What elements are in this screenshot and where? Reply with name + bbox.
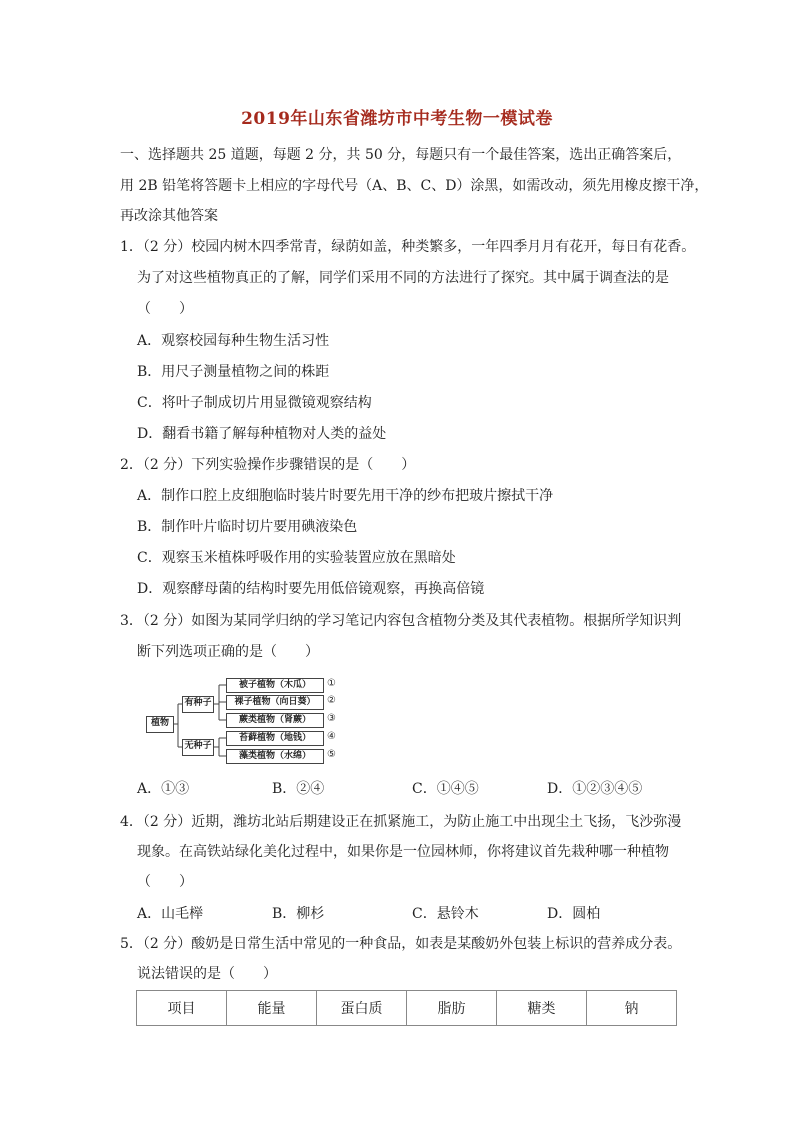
section-instructions-line-1: 一、选择题共 25 道题，每题 2 分，共 50 分，每题只有一个最佳答案，选出正确答案后， — [120, 147, 682, 163]
diagram-seed-plants: 有种子 — [182, 696, 214, 713]
q2-option-c: C．观察玉米植株呼吸作用的实验装置应放在黑暗处 — [137, 550, 456, 566]
diagram-seedless-plants: 无种子 — [182, 739, 214, 756]
q1-option-d: D．翻看书籍了解每种植物对人类的益处 — [137, 426, 387, 442]
diagram-item-moss: 苔藓植物（地钱） — [226, 731, 324, 746]
q3-option-d: D．①②③④⑤ — [547, 781, 643, 797]
q1-option-b: B．用尺子测量植物之间的株距 — [137, 364, 330, 380]
diagram-item-angiosperm: 被子植物（木瓜） — [226, 678, 324, 693]
diagram-num-1: ① — [327, 678, 336, 689]
q5-stem-line-2: 说法错误的是（ ） — [137, 966, 277, 982]
section-instructions-line-3: 再改涂其他答案 — [120, 208, 218, 224]
q4-option-c: C．悬铃木 — [412, 906, 479, 922]
plant-classification-diagram — [143, 674, 358, 772]
q1-stem-line-3: （ ） — [137, 301, 193, 317]
q1-option-a: A．观察校园每种生物生活习性 — [137, 333, 330, 349]
table-header-cell: 糖类 — [497, 991, 587, 1026]
diagram-num-3: ③ — [327, 713, 336, 724]
diagram-num-2: ② — [327, 695, 336, 706]
q3-option-a: A．①③ — [137, 781, 190, 797]
table-header-cell: 能量 — [227, 991, 317, 1026]
q4-stem-line-2: 现象。在高铁站绿化美化过程中，如果你是一位园林师，你将建议首先栽种哪一种植物 — [137, 844, 669, 860]
diagram-num-5: ⑤ — [327, 749, 336, 760]
table-header-cell: 项目 — [137, 991, 227, 1026]
q4-option-a: A．山毛榉 — [137, 906, 204, 922]
table-header-cell: 蛋白质 — [317, 991, 407, 1026]
diagram-item-gymnosperm: 裸子植物（向日葵） — [226, 695, 324, 710]
q2-option-a: A．制作口腔上皮细胞临时装片时要先用干净的纱布把玻片擦拭干净 — [137, 488, 554, 504]
q2-stem: 2．（2 分）下列实验操作步骤错误的是（ ） — [120, 457, 416, 473]
diagram-root-plants: 植物 — [146, 716, 174, 733]
diagram-num-4: ④ — [327, 731, 336, 742]
diagram-item-algae: 藻类植物（水绵） — [226, 749, 324, 764]
q1-stem-line-2: 为了对这些植物真正的了解，同学们采用不同的方法进行了探究。其中属于调查法的是 — [137, 270, 669, 286]
q1-stem-line-1: 1．（2 分）校园内树木四季常青，绿荫如盖，种类繁多，一年四季月月有花开，每日有花香。 — [120, 239, 696, 255]
q3-option-c: C．①④⑤ — [412, 781, 479, 797]
q2-option-b: B．制作叶片临时切片要用碘液染色 — [137, 519, 358, 535]
table-header-cell: 钠 — [587, 991, 677, 1026]
q4-stem-line-3: （ ） — [137, 874, 193, 890]
section-instructions-line-2: 用 2B 铅笔将答题卡上相应的字母代号（A、B、C、D）涂黑，如需改动，须先用橡皮擦干净， — [120, 178, 709, 194]
q3-stem-line-2: 断下列选项正确的是（ ） — [137, 644, 319, 660]
q4-option-b: B．柳杉 — [272, 906, 325, 922]
q2-option-d: D．观察酵母菌的结构时要先用低倍镜观察，再换高倍镜 — [137, 581, 485, 597]
q4-option-d: D．圆柏 — [547, 906, 601, 922]
q3-stem-line-1: 3．（2 分）如图为某同学归纳的学习笔记内容包含植物分类及其代表植物。根据所学知识判 — [120, 613, 682, 629]
page-title: 2019年山东省潍坊市中考生物一模试卷 — [241, 109, 553, 129]
table-header-cell: 脂肪 — [407, 991, 497, 1026]
q3-option-b: B．②④ — [272, 781, 325, 797]
table-header-row — [137, 991, 677, 1026]
q4-stem-line-1: 4．（2 分）近期，潍坊北站后期建设正在抓紧施工，为防止施工中出现尘土飞扬，飞沙弥漫 — [120, 814, 682, 830]
diagram-item-fern: 蕨类植物（肾蕨） — [226, 713, 324, 728]
q1-option-c: C．将叶子制成切片用显微镜观察结构 — [137, 395, 372, 411]
q5-stem-line-1: 5．（2 分）酸奶是日常生活中常见的一种食品，如表是某酸奶外包装上标识的营养成分表。 — [120, 936, 682, 952]
nutrition-table — [136, 990, 677, 1026]
